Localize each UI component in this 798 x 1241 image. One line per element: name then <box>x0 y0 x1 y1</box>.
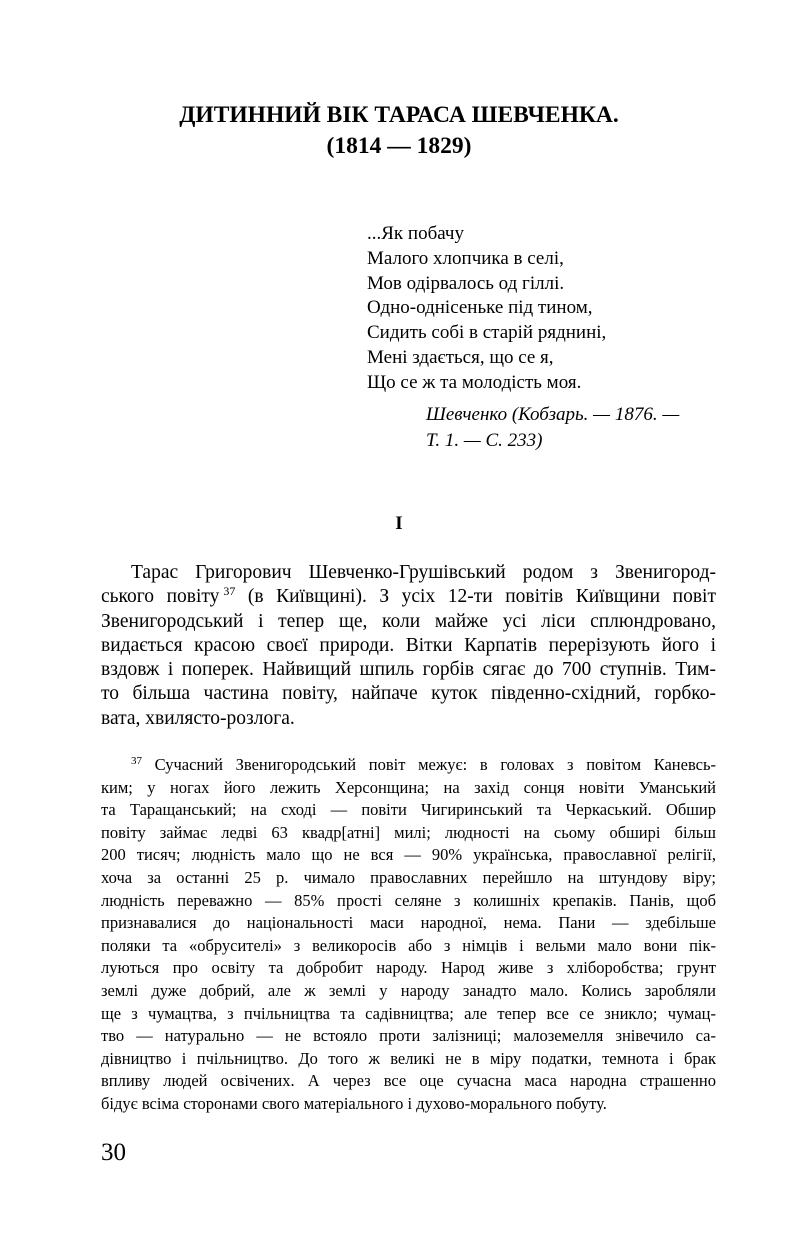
footnote-line: ким; у ногах його лежить Херсонщина; на захід сонця новіти Уманський <box>101 777 716 797</box>
footnote-reference: 37 <box>223 584 236 599</box>
footnote-marker: 37 <box>131 755 142 767</box>
paragraph-text: ського повіту <box>101 586 220 608</box>
footnote-line: людність переважно — 85% прості селяне з колишніх крепаків. Панів, щоб <box>101 890 716 910</box>
section-number: I <box>395 513 403 534</box>
paragraph-line: Звенигородський і тепер ще, коли майже усі ліси сплюндровано, <box>101 610 716 632</box>
footnote-line: 200 тисяч; людність мало що не вся — 90% українська, православної релігії, <box>101 845 716 865</box>
footnote-line: тво — натурально — не встояло проти залізниці; малоземелля знівечило са- <box>101 1026 716 1046</box>
poem-line: Мов одірвалось од гіллі. <box>367 272 565 294</box>
title-line: ДИТИННИЙ ВІК ТАРАСА ШЕВЧЕНКА. <box>179 102 619 128</box>
footnote-line: луються про освіту та добробит народу. Народ живе з хліборобства; грунт <box>101 958 716 978</box>
paragraph-line: то більша частина повіту, найпаче куток південно-східний, горбко- <box>101 683 716 705</box>
footnote-line: та Таращанський; на сході — повіти Чигиринський та Черкаський. Обшир <box>101 800 716 820</box>
chapter-title <box>0 100 798 162</box>
footnote-line: повіту займає ледві 63 квадр[атні] милі; людності на сьому обширі більш <box>101 822 716 842</box>
poem-line: Одно-однісеньке під тином, <box>367 297 593 319</box>
footnote-line <box>101 754 716 777</box>
poem-line: Малого хлопчика в селі, <box>367 247 564 269</box>
footnote-line: землі дуже добрий, але ж землі у народу занадто мало. Колись заробляли <box>101 980 716 1000</box>
attribution-line: Т. 1. — С. 233) <box>426 430 543 451</box>
footnote-line: впливу людей освічених. А через все оце сучасна маса народна страшенно <box>101 1071 716 1091</box>
footnote <box>101 754 716 1116</box>
title-years: (1814 — 1829) <box>326 133 472 159</box>
footnote-line: признавалися до національності маси народної, нема. Пани — здебільше <box>101 913 716 933</box>
poem-line: Що се ж та молодість моя. <box>367 371 582 393</box>
paragraph-line: Тарас Григорович Шевченко-Грушівський родом з Звенигород- <box>131 562 716 583</box>
poem-line: Сидить собі в старій ряднині, <box>367 322 607 344</box>
footnote-line: поляки та «обрусителі» з великоросів або з німців і вельми мало вони пік- <box>101 935 716 955</box>
poem-line: ...Як побачу <box>367 223 464 244</box>
paragraph-text: (в Київщині). З усіх 12-ти повітів Київщини повіт <box>235 586 716 608</box>
footnote-line: хоча за останні 25 р. чимало православних перейшло на штундову віру; <box>101 867 716 887</box>
epigraph-attribution <box>426 402 679 454</box>
epigraph-poem <box>367 222 606 396</box>
poem-line: Мені здається, що се я, <box>367 346 554 368</box>
paragraph-line <box>101 585 716 609</box>
footnote-line: ще з чумацтва, з пчільництва та садівництва; але тепер все се зникло; чумац- <box>101 1003 716 1023</box>
body-paragraph <box>101 561 716 731</box>
footnote-line: дівництво і пчільництво. До того ж великі не в міру податки, темнота і брак <box>101 1048 716 1068</box>
attribution-line: Шевченко (Кобзарь. — 1876. — <box>426 404 680 425</box>
paragraph-line: вздовж і поперек. Найвищий шпиль горбів сягає до 700 ступнів. Тим- <box>101 659 716 681</box>
footnote-text: Сучасний Звенигородський повіт межує: в головах з повітом Каневсь- <box>142 755 716 774</box>
footnote-line: бідує всіма сторонами свого матеріального і духово-морального побуту. <box>101 1093 607 1113</box>
paragraph-line: вата, хвилясто-розлога. <box>101 707 295 729</box>
page-number: 30 <box>101 1139 126 1166</box>
paragraph-line: видається красою своєї природи. Вітки Карпатів перерізують його і <box>101 634 716 656</box>
